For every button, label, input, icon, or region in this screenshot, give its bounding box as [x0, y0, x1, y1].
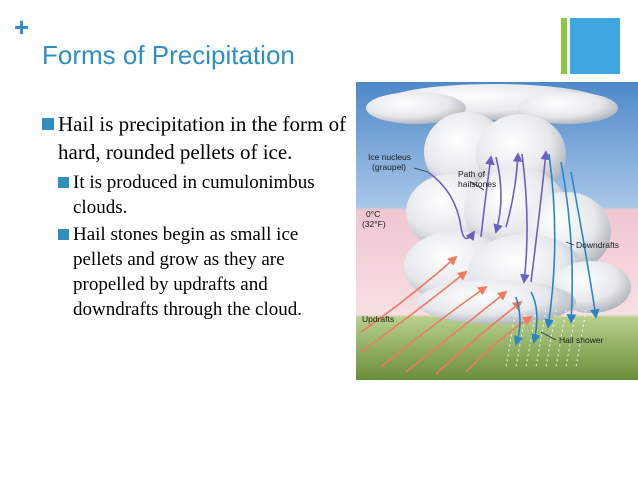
sub-bullet-text: Hail stones begin as small ice pellets and grow as they are propelled by updrafts and downdrafts through the cloud.	[73, 224, 303, 320]
label-ice-nucleus: Ice nucleus	[368, 152, 411, 162]
label-path-of: Path of	[458, 169, 485, 179]
square-bullet-icon	[58, 229, 69, 240]
label-graupel: (graupel)	[372, 162, 407, 172]
label-hail-shower: Hail shower	[559, 335, 604, 345]
label-zero-c: 0°C	[366, 209, 381, 219]
sub-bullet-item	[42, 222, 347, 322]
label-updrafts: Updrafts	[362, 314, 395, 324]
hail-formation-diagram	[356, 82, 638, 380]
sub-bullet-text: It is produced in cumulonimbus clouds.	[73, 172, 315, 218]
label-downdrafts: Downdrafts	[576, 240, 619, 250]
sub-bullet-item	[42, 170, 347, 220]
bullet-text: Hail is precipitation in the form of hard, rounded pellets of ice.	[58, 112, 347, 164]
accent-bar-green	[561, 18, 567, 74]
label-32f: (32°F)	[362, 219, 386, 229]
square-bullet-icon	[58, 177, 69, 188]
slide-plus-icon: +	[14, 12, 30, 42]
bullet-item	[42, 110, 347, 166]
square-bullet-icon	[42, 118, 54, 130]
accent-bar-blue	[570, 18, 620, 74]
label-hailstones: hailstones	[458, 179, 497, 189]
slide-title: Forms of Precipitation	[42, 40, 295, 70]
bullet-list	[42, 110, 347, 324]
